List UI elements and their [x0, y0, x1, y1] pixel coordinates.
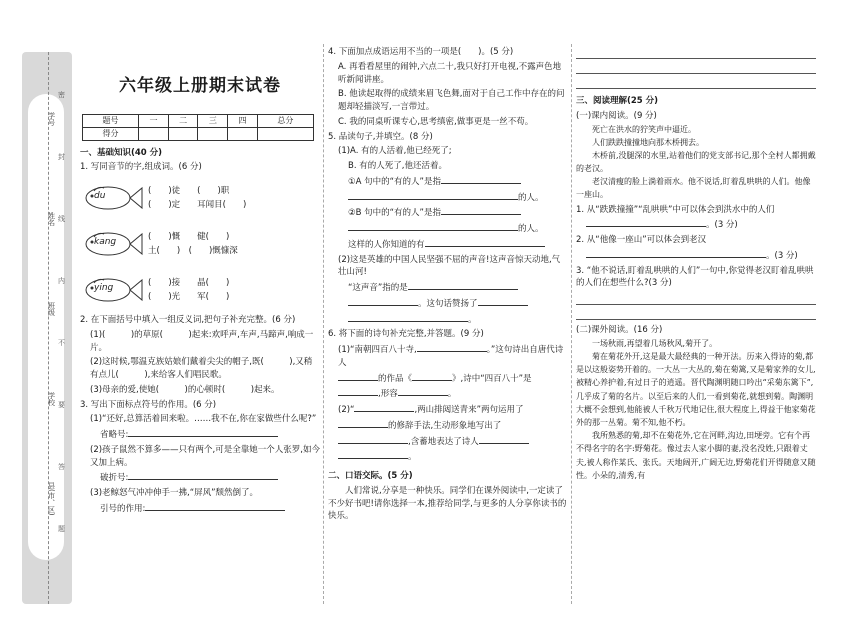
answer-blank[interactable] [338, 419, 388, 428]
answer-blank[interactable] [354, 403, 414, 412]
answer-blank[interactable] [128, 471, 278, 480]
question-item: (2)孩子鼠然不算多——只有两个,可是全靠她一个人张罗,如今又加上病。 [90, 444, 320, 468]
answer-line[interactable]: ( )徒 ( )职 [148, 185, 230, 196]
answer-blank[interactable] [348, 191, 518, 200]
answer-label: 》,诗中“四百八十”是 [452, 373, 532, 384]
fish-syllable: du [94, 191, 106, 201]
question-item[interactable]: (3)母亲的爱,使她( )的心顿时( )起来。 [90, 384, 280, 395]
passage-paragraph: 菊在菊花外开,这是最大最经典的一种开法。历来入得诗的菊,都是以这般姿势开着的。一大丛一大丛的,菊在菊篱,又是菊家养的女儿,被精心养护着,有过日子的逍遥。晋代陶渊明随口吟出“采菊东篱下”,几乎成了菊的名片。以至后来的人们,一看到菊花,就想到菊。陶渊明大概不会想到,他能被人千秋万代地记住,很大程度上,得益于他家菊花外的那一丛菊。菊不知,他不朽。 [576, 352, 816, 427]
score-input-cell[interactable] [228, 127, 258, 140]
passage-paragraph: 我所熟悉的菊,却不在菊花外,它在河畔,沟边,田埂旁。它有个再不得名字的名字:野菊花。像过去人家小脚的妻,没名没姓,只跟着丈夫,被人称作某氏、张氏。天地阔开,广阔无边,野菊花们开得随意又随性。小朵的,清秀,有 [576, 431, 816, 480]
answer-blank[interactable] [412, 372, 452, 381]
question-text: 3. “他不说话,盯着乱哄哄的人们”一句中,你觉得老汉盯着乱哄哄的人们在想些什么?(3 分) [576, 265, 814, 289]
answer-prompt[interactable] [80, 471, 320, 485]
fish-answers [148, 230, 238, 259]
answer-prompt[interactable] [328, 387, 568, 401]
question-item[interactable]: (1)( )的草原( )起来:欢呼声,车声,马蹄声,响成一片。 [90, 329, 314, 353]
answer-prompt[interactable] [576, 249, 816, 263]
answer-line[interactable] [576, 290, 816, 305]
answer-blank[interactable] [417, 343, 487, 352]
answer-label: ①A 句中的“有的人”是指 [348, 176, 441, 187]
score-input-cell[interactable] [198, 127, 228, 140]
fish-row [80, 268, 320, 312]
answer-blank[interactable] [145, 502, 285, 511]
answer-blank[interactable] [348, 313, 468, 322]
binding-label-county: 县(市、区) [47, 482, 56, 516]
answer-label: 。这句话赞扬了 [418, 298, 478, 309]
answer-line[interactable]: 土( ) ( )慨慷深 [148, 246, 238, 256]
answer-label: 破折号: [100, 473, 129, 484]
score-cell: 二 [168, 114, 198, 127]
answer-label: 的修辞手法,生动形象地写出了 [388, 420, 502, 431]
answer-blank[interactable] [479, 435, 529, 444]
answer-line[interactable]: ( )接 晶( ) [148, 277, 230, 288]
passage-paragraph: 人们跌跌撞撞地向那木桥拥去。 [592, 137, 704, 147]
question-item: (3)老鲸怒气冲冲伸手一拂,“屏风”颓然倒了。 [90, 488, 259, 498]
passage-paragraph: 一场秋雨,再望着几场秋风,菊开了。 [592, 338, 718, 348]
question-text: 5. 品读句子,并填空。(8 分) [328, 131, 433, 142]
score-cell: 四 [228, 114, 258, 127]
section-heading: 三、阅读理解(25 分) [576, 96, 659, 106]
fish-answers [148, 184, 246, 213]
answer-suffix: 。 [468, 314, 477, 325]
question-text: 1. 写同音节的字,组成词。(6 分) [80, 162, 202, 173]
section-heading: 二、口语交际。(5 分) [328, 471, 413, 481]
answer-prompt[interactable] [328, 313, 568, 327]
answer-prompt[interactable] [328, 222, 568, 236]
seal-char: 线 [58, 215, 65, 223]
passage-paragraph: 死亡在洪水的狞笑声中逼近。 [592, 124, 696, 134]
fish-icon [80, 229, 144, 259]
answer-label: 引号的作用: [100, 503, 146, 514]
answer-suffix: 。(3 分) [766, 250, 798, 261]
answer-blank[interactable] [338, 435, 408, 444]
option-b[interactable]: B. 他读起取得的成绩来眉飞色舞,面对于自己工作中存在的问题却轻描淡写,一言带过。 [338, 89, 565, 112]
answer-prompt[interactable] [328, 419, 568, 433]
question-text: 2. 在下面括号中填入一组反义词,把句子补充完整。(6 分) [80, 315, 296, 325]
question-text: 4. 下面加点成语运用不当的一项是( )。(5 分) [328, 47, 514, 57]
answer-prompt[interactable] [328, 191, 568, 205]
answer-label: ②B 句中的“有的人”是指 [348, 208, 441, 219]
answer-blank[interactable] [338, 450, 408, 459]
answer-prompt[interactable] [328, 206, 568, 220]
answer-line[interactable]: ( )定 耳闻目( ) [148, 200, 247, 210]
answer-prompt[interactable] [328, 343, 568, 370]
score-table-score-row [83, 127, 314, 140]
answer-prompt[interactable] [328, 450, 568, 464]
answer-suffix: 。 [408, 452, 417, 463]
answer-blank[interactable] [586, 249, 766, 258]
score-cell: 一 [139, 114, 169, 127]
passage-paragraph: 老汉清瘦的脸上淌着雨水。他不说话,盯着乱哄哄的人们。他像一座山。 [576, 177, 811, 200]
fish-row [80, 222, 320, 266]
fish-icon [80, 183, 144, 213]
answer-label: 这样的人你知道的有 [348, 239, 425, 250]
seal-dashed-line [48, 52, 49, 604]
fish-answers [148, 276, 229, 305]
answer-line[interactable] [576, 59, 816, 74]
question-text: 3. 写出下面标点符号的作用。(6 分) [80, 399, 217, 410]
answer-label: “这声音”指的是 [348, 283, 408, 293]
answer-label: ,含蓄地表达了诗人 [408, 436, 479, 447]
seal-char: 答 [58, 463, 65, 471]
score-input-cell[interactable] [168, 127, 198, 140]
score-cell: 得分 [83, 127, 139, 140]
option-a[interactable]: A. 再看看屋里的闹钟,六点二十,我只好打开电视,不露声色地听新闻讲座。 [338, 61, 562, 85]
question-item: (1)“还好,总算活着回来啦。……我不在,你在家做些什么呢?” [90, 414, 317, 425]
seal-char: 封 [58, 153, 65, 161]
answer-line[interactable]: ( )慨 健( ) [148, 231, 230, 242]
column-middle [328, 44, 568, 523]
answer-prompt[interactable] [80, 428, 320, 442]
section-heading: 一、基础知识(40 分) [80, 147, 163, 158]
question-item: (1)A. 有的人活着,他已经死了; [338, 146, 452, 157]
seal-char: 不 [58, 339, 65, 347]
option-c[interactable]: C. 我的同桌听课专心,思考缜密,做事更是一丝不苟。 [338, 116, 534, 127]
score-table [82, 114, 314, 141]
subsection-heading: (二)课外阅读。(16 分) [576, 325, 663, 336]
answer-prompt[interactable] [80, 502, 320, 516]
answer-label: (1)“南朝四百八十寺, [338, 345, 417, 355]
answer-prompt[interactable] [328, 435, 568, 449]
answer-line[interactable]: ( )光 军( ) [148, 292, 230, 302]
fish-syllable: ying [94, 283, 114, 293]
seal-char: 内 [58, 277, 65, 285]
answer-suffix: 的人。 [518, 192, 544, 203]
answer-suffix: 。 [447, 389, 457, 400]
answer-label: 。”这句诗出自唐代诗人 [338, 345, 564, 368]
answer-blank[interactable] [441, 175, 521, 184]
answer-blank[interactable] [408, 281, 518, 290]
answer-blank[interactable] [478, 297, 528, 306]
answer-blank[interactable] [338, 372, 378, 381]
answer-prompt[interactable] [328, 238, 568, 252]
answer-blank[interactable] [441, 206, 521, 215]
subsection-heading: (一)课内阅读。(9 分) [576, 110, 657, 121]
score-input-cell[interactable] [139, 127, 169, 140]
answer-label: (2)“ [338, 405, 355, 415]
answer-blank[interactable] [338, 387, 378, 396]
question-item: (2)这是英雄的中国人民坚强不屈的声音!这声音惊天动地,气壮山河! [338, 254, 561, 278]
binding-label-class: 班级 [47, 302, 56, 316]
binding-label-school: 学校 [47, 392, 56, 406]
answer-suffix: 。(3 分) [706, 220, 738, 231]
column-right [576, 44, 816, 482]
question-text: 1. 从“跌跌撞撞”“乱哄哄”中可以体会到洪水中的人们 [576, 204, 775, 215]
column-divider [323, 44, 324, 604]
score-input-cell[interactable] [257, 127, 313, 140]
answer-label: 省略号: [100, 430, 129, 440]
answer-label: ,形容 [378, 389, 398, 400]
answer-blank[interactable] [398, 387, 448, 396]
answer-prompt[interactable] [576, 218, 816, 232]
question-text: 2. 从“他像一座山”可以体会到老汉 [576, 235, 707, 246]
answer-blank[interactable] [128, 428, 278, 437]
page-title: 六年级上册期末试卷 [119, 76, 281, 96]
answer-blank[interactable] [425, 238, 545, 247]
column-left [80, 44, 320, 516]
answer-line[interactable] [576, 74, 816, 89]
column-divider [571, 44, 572, 604]
seal-text-column [58, 90, 68, 544]
reading-passage-1 [576, 123, 816, 202]
score-cell: 题号 [83, 114, 139, 127]
seal-char: 题 [58, 525, 65, 533]
answer-blank[interactable] [586, 218, 706, 227]
question-item[interactable]: (2)这时候,鄂温克族姑娘们戴着尖尖的帽子,既( ),又稍有点儿( ),来给客人们唱民歌。 [90, 357, 313, 380]
score-cell: 总分 [257, 114, 313, 127]
question-item: B. 有的人死了,他还活着。 [348, 161, 447, 171]
fish-row [80, 176, 320, 220]
seal-char: 要 [58, 401, 65, 409]
seal-char: 密 [58, 91, 65, 99]
answer-prompt[interactable] [328, 372, 568, 386]
answer-line[interactable] [576, 44, 816, 59]
binding-label-name: 姓名 [47, 212, 56, 226]
score-cell: 三 [198, 114, 228, 127]
answer-prompt[interactable] [328, 403, 568, 417]
score-table-header-row [83, 114, 314, 127]
answer-prompt[interactable] [328, 175, 568, 189]
answer-blank[interactable] [348, 222, 518, 231]
answer-suffix: 的人。 [518, 224, 544, 234]
question-text: 6. 将下面的诗句补充完整,并答题。(9 分) [328, 329, 484, 340]
passage-paragraph: 木桥前,没腿深的水里,站着他们的党支部书记,那个全村人都拥戴的老汉。 [576, 150, 816, 174]
answer-blank[interactable] [348, 297, 418, 306]
answer-line[interactable] [576, 305, 816, 320]
answer-label: 的作品《 [378, 373, 413, 384]
reading-passage-2 [576, 337, 816, 482]
answer-prompt[interactable] [328, 297, 568, 311]
answer-prompt[interactable] [328, 281, 568, 295]
fish-syllable: kang [94, 237, 117, 247]
section-text: 人们常说,分享是一种快乐。同学们在课外阅读中,一定读了不少好书吧!请你选择一本,推荐给同学,与更多的人分享你读书的快乐。 [328, 485, 567, 522]
binding-label-student-id: 学号 [47, 112, 56, 126]
answer-label: ,两山排闼送青来”两句运用了 [414, 405, 524, 415]
fish-icon [80, 275, 144, 305]
